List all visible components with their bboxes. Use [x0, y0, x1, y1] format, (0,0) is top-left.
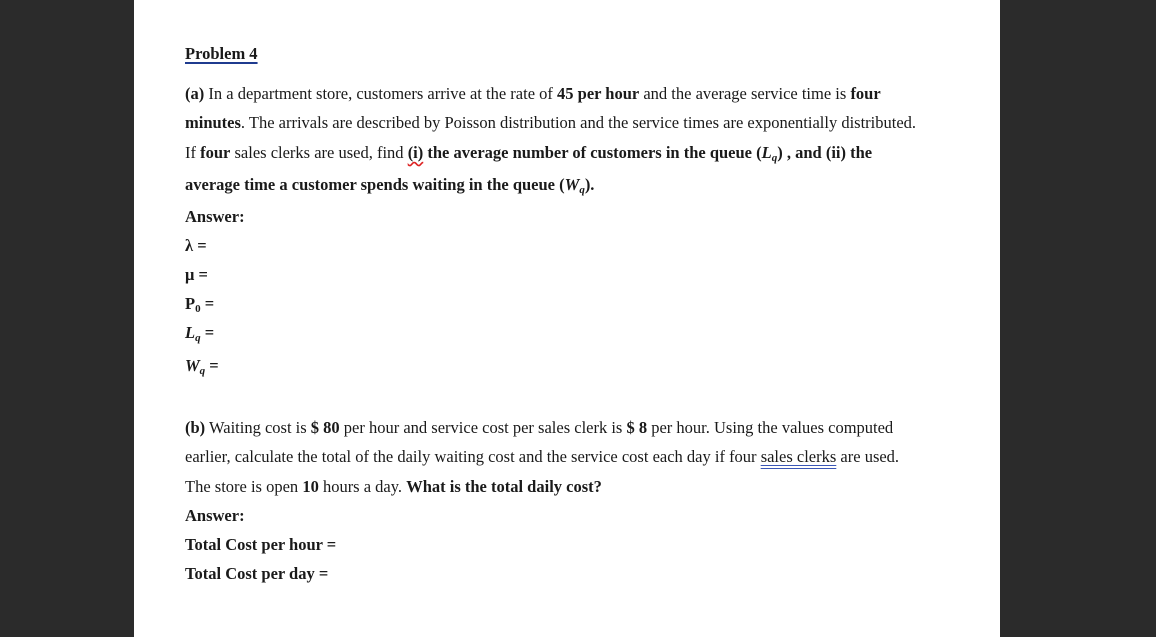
- part-a-line-1: (a) In a department store, customers arrive at the rate of 45 per hour and the average service time is four: [185, 84, 881, 103]
- part-a-line-4: average time a customer spends waiting in the queue $(W_q)$.: [185, 175, 595, 196]
- spellcheck-mark: (i): [407, 143, 424, 162]
- part-b-line-3: The store is open 10 hours a day. What is the total daily cost?: [185, 477, 602, 496]
- total-cost-day: Total Cost per day =: [185, 564, 329, 583]
- part-b-line-1: (b) Waiting cost is $ 80 per hour and service cost per sales clerk is $ 8 per hour. Using the values computed: [185, 418, 894, 437]
- answer-a-label: Answer:: [185, 207, 245, 226]
- total-cost-hour: Total Cost per hour =: [185, 535, 337, 554]
- mu-line: μ =: [185, 265, 208, 284]
- document-page: [134, 0, 1000, 637]
- lambda-line: λ =: [185, 236, 207, 255]
- part-b-line-2: earlier, calculate the total of the daily waiting cost and the service cost each day if four sales clerks are used.: [185, 447, 900, 466]
- problem-title: Problem 4: [185, 44, 258, 63]
- p0-line: $P_0$ =: [185, 294, 215, 315]
- lq-line: $L_q$ =: [185, 323, 215, 344]
- part-a-line-2: minutes. The arrivals are described by Poisson distribution and the service times are exponentially distributed.: [185, 113, 917, 132]
- answer-b-label: Answer:: [185, 506, 245, 525]
- wq-line: $W_q$ =: [185, 356, 219, 377]
- part-a-line-3: If four sales clerks are used, find (i) the average number of customers in the queue $(L_q)$ , and (ii) the: [185, 143, 873, 164]
- grammar-mark: sales clerks: [760, 447, 837, 466]
